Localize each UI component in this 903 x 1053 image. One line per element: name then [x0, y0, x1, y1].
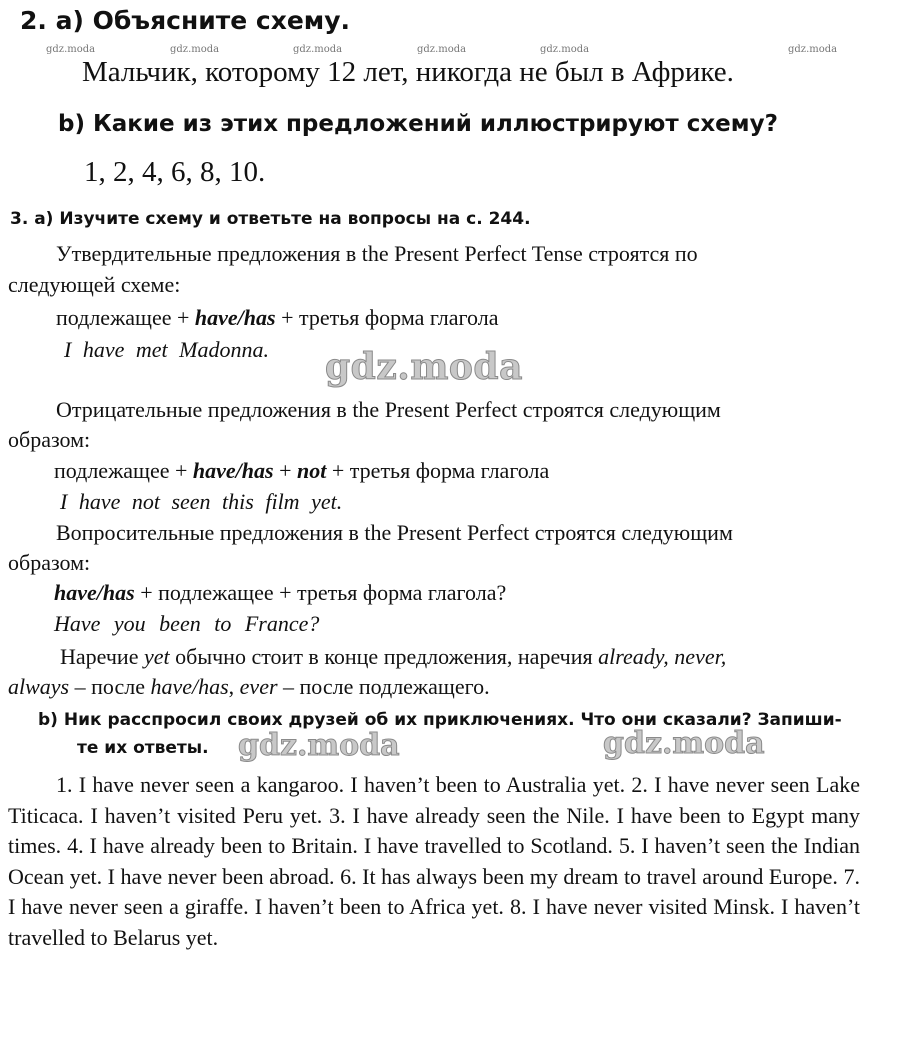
- q-scheme-post: + подлежащее + третья форма глагола?: [134, 580, 507, 605]
- ex3-heading-a: 3. a) Изучите схему и ответьте на вопросы на с. 244.: [10, 209, 531, 229]
- ex2-sub-b: b) Какие из этих предложений иллюстрируют схему?: [58, 111, 778, 137]
- q-line2: образом:: [8, 550, 91, 575]
- watermark-small-1: gdz.moda: [46, 44, 96, 55]
- affirm-scheme-pre: подлежащее +: [56, 305, 195, 330]
- adv-havehas: have/has: [150, 674, 229, 699]
- ex2-answer: 1, 2, 4, 6, 8, 10.: [84, 156, 266, 188]
- ex3-heading-b-line2: те их ответы.: [77, 738, 209, 758]
- affirm-scheme-post: + третья форма глагола: [275, 305, 499, 330]
- adverb-line1: [60, 644, 726, 670]
- adv-post: – после подлежащего.: [277, 674, 490, 699]
- neg-scheme-bold1: have/has: [192, 458, 274, 483]
- affirm-scheme: [56, 305, 498, 331]
- ex3b-answer-text: 1. I have never seen a kangaroo. I haven’t been to Australia yet. 2. I have never seen Lake Titicaca. I haven’t visited Peru yet. 3. I have already seen the Nile. I have been to Egypt many times. 4. I have already been to Britain. I have travelled to Scotland. 5. I haven’t seen the Indian Ocean yet. I have never been abroad. 6. It has always been my dream to travel around Europe. 7. I have never seen a giraffe. I haven’t been to Africa yet. 8. I have never visited Minsk. I haven’t travelled to Belarus yet.: [8, 772, 860, 950]
- watermark-small-3: gdz.moda: [293, 44, 343, 55]
- neg-scheme-bold2: not: [297, 458, 327, 483]
- q-scheme: [54, 580, 506, 606]
- neg-scheme-mid: +: [273, 458, 298, 483]
- neg-line2: образом:: [8, 427, 91, 452]
- neg-scheme: [54, 458, 549, 484]
- watermark-big-1: gdz.moda: [325, 346, 523, 388]
- adv-ever: ever: [239, 674, 278, 699]
- watermark-big-3: gdz.moda: [603, 726, 765, 761]
- affirm-line2: следующей схеме:: [8, 272, 181, 297]
- watermark-small-6: gdz.moda: [788, 44, 838, 55]
- neg-scheme-post: + третья форма глагола: [326, 458, 550, 483]
- watermark-small-2: gdz.moda: [170, 44, 220, 55]
- adverb-line2: [8, 674, 490, 700]
- ex2-heading: 2. a) Объясните схему.: [20, 6, 351, 35]
- neg-scheme-pre: подлежащее +: [54, 458, 193, 483]
- q-example: Have you been to France?: [54, 611, 320, 636]
- q-line1: Вопросительные предложения в the Present Perfect строятся следующим: [56, 520, 733, 545]
- watermark-small-5: gdz.moda: [540, 44, 590, 55]
- q-scheme-bold: have/has: [54, 580, 135, 605]
- watermark-small-4: gdz.moda: [417, 44, 467, 55]
- adv-mid1: обычно стоит в конце предложения, наречия: [169, 644, 599, 669]
- adv-list: already, never,: [598, 644, 727, 669]
- affirm-scheme-bold: have/has: [194, 305, 276, 330]
- adv-mid2: – после: [69, 674, 151, 699]
- ex3-heading-b-line1: b) Ник расспросил своих друзей об их приключениях. Что они сказали? Запиши-: [38, 710, 842, 730]
- neg-line1: Отрицательные предложения в the Present Perfect строятся следующим: [56, 397, 721, 422]
- affirm-example: I have met Madonna.: [64, 337, 269, 362]
- neg-example: I have not seen this film yet.: [60, 489, 343, 514]
- ex2-sentence: Мальчик, которому 12 лет, никогда не был в Африке.: [82, 56, 734, 88]
- adv-pre: Наречие: [60, 644, 144, 669]
- adv-yet: yet: [143, 644, 170, 669]
- affirm-line1: Утвердительные предложения в the Present Perfect Tense строятся по: [56, 241, 698, 266]
- adv-mid3: ,: [228, 674, 240, 699]
- watermark-big-2: gdz.moda: [238, 728, 400, 763]
- adv-always: always: [8, 674, 70, 699]
